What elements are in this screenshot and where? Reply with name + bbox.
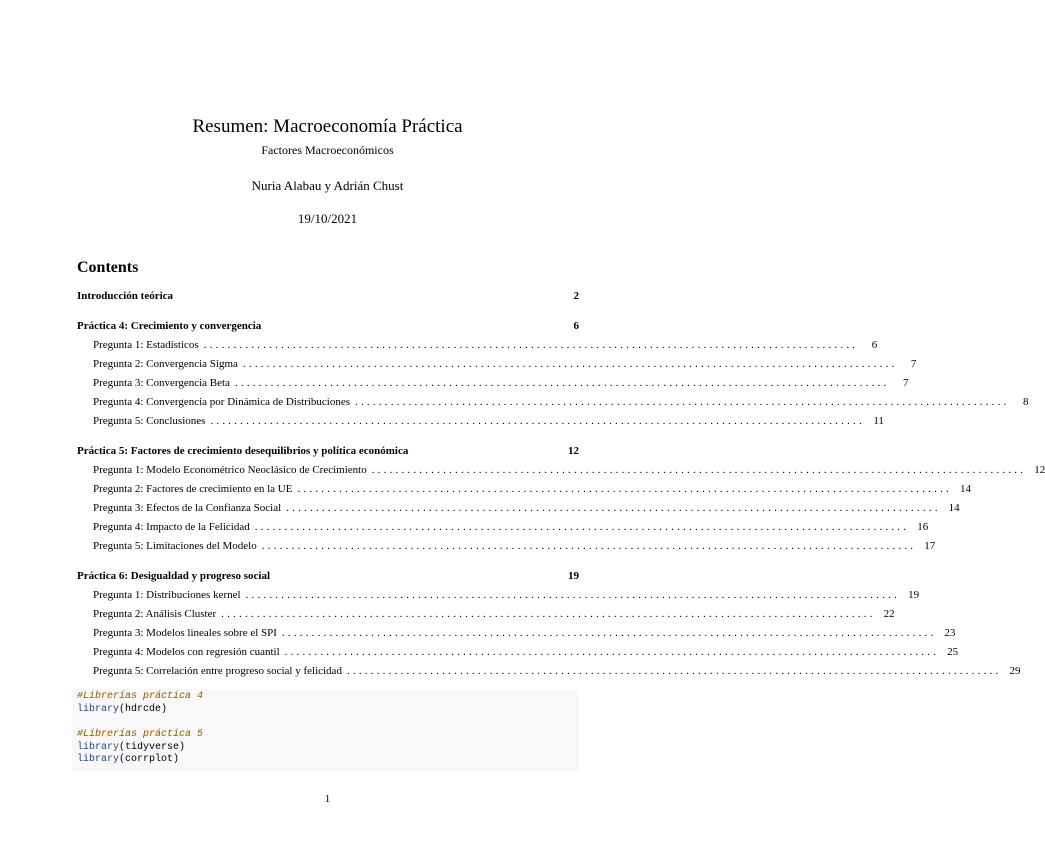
toc-entry[interactable] <box>77 464 1045 483</box>
toc-entry-title: Pregunta 4: Modelos con regresión cuantil <box>93 646 280 658</box>
toc-entry[interactable] <box>77 627 956 646</box>
toc-entry[interactable] <box>77 483 971 502</box>
toc-entry[interactable] <box>77 396 1029 415</box>
toc-entry-page: 7 <box>902 377 909 389</box>
document-title: Resumen: Macroeconomía Práctica <box>192 116 463 137</box>
toc-entry-page: 17 <box>924 540 936 552</box>
toc-section-practica-4[interactable] <box>77 320 579 339</box>
code-block <box>72 689 579 771</box>
toc-entry[interactable] <box>77 540 936 559</box>
toc-section-page: 12 <box>568 445 579 457</box>
toc-leader-dots: .............................................................................................................. <box>297 483 952 495</box>
code-function: library <box>77 703 120 715</box>
toc-entry[interactable] <box>77 358 917 377</box>
toc-leader-dots: .............................................................................................................. <box>346 665 1002 677</box>
toc-entry-page: 29 <box>1009 665 1021 677</box>
toc-entry-page: 23 <box>944 627 956 639</box>
toc-leader-dots: .............................................................................................................. <box>210 415 865 427</box>
toc-entry-page: 8 <box>1023 396 1029 408</box>
toc-entry-page: 16 <box>917 521 929 533</box>
toc-section-title: Introducción teórica <box>77 290 174 302</box>
toc-leader-dots: .............................................................................................................. <box>261 540 917 552</box>
toc-entry-title: Pregunta 5: Correlación entre progreso social y felicidad <box>93 665 342 677</box>
toc-section-practica-5[interactable] <box>77 445 579 464</box>
toc-entry-title: Pregunta 3: Convergencia Beta <box>93 377 230 389</box>
toc-entry-title: Pregunta 2: Análisis Cluster <box>93 608 217 620</box>
code-argument: (hdrcde) <box>119 703 168 715</box>
code-function: library <box>77 741 120 753</box>
toc-entry-title: Pregunta 2: Factores de crecimiento en la UE <box>93 483 293 495</box>
document-date: 19/10/2021 <box>297 211 358 226</box>
toc-entry-title: Pregunta 4: Impacto de la Felicidad <box>93 521 250 533</box>
toc-entry[interactable] <box>77 646 959 665</box>
toc-entry-title: Pregunta 1: Estadísticos <box>93 339 199 351</box>
toc-leader-dots: .............................................................................................................. <box>221 608 876 620</box>
toc-leader-dots: .............................................................................................................. <box>245 589 901 601</box>
toc-section-intro[interactable] <box>77 290 579 309</box>
table-of-contents <box>77 290 1045 684</box>
toc-entry[interactable] <box>77 608 895 627</box>
toc-entry[interactable] <box>77 339 878 358</box>
toc-entry-page: 14 <box>959 483 971 495</box>
toc-entry-page: 7 <box>910 358 917 370</box>
toc-section-practica-6[interactable] <box>77 570 579 589</box>
toc-entry-title: Pregunta 1: Modelo Econométrico Neoclásico de Crecimiento <box>93 464 367 476</box>
toc-entry-page: 22 <box>883 608 895 620</box>
toc-leader-dots: .............................................................................................................. <box>234 377 890 389</box>
toc-entry[interactable] <box>77 415 884 434</box>
toc-leader-dots: .............................................................................................................. <box>371 464 1027 476</box>
toc-leader-dots: .............................................................................................................. <box>254 521 910 533</box>
toc-entry-title: Pregunta 4: Convergencia por Dinámica de Distribuciones <box>93 396 351 408</box>
toc-section-title: Práctica 5: Factores de crecimiento desequilibrios y política económica <box>77 445 409 457</box>
toc-entry[interactable] <box>77 377 909 396</box>
toc-entry-title: Pregunta 5: Conclusiones <box>93 415 206 427</box>
toc-entry-page: 6 <box>871 339 878 351</box>
toc-entry[interactable] <box>77 521 929 540</box>
toc-entry-title: Pregunta 3: Modelos lineales sobre el SPI <box>93 627 277 639</box>
code-argument: (corrplot) <box>119 754 180 766</box>
code-argument: (tidyverse) <box>119 741 186 753</box>
toc-entry-title: Pregunta 1: Distribuciones kernel <box>93 589 241 601</box>
toc-entry-page: 11 <box>873 415 884 427</box>
toc-entry-title: Pregunta 3: Efectos de la Confianza Social <box>93 502 282 514</box>
toc-section-page: 6 <box>573 320 579 332</box>
toc-entry[interactable] <box>77 502 960 521</box>
toc-entry[interactable] <box>77 665 1021 684</box>
toc-entry-title: Pregunta 5: Limitaciones del Modelo <box>93 540 257 552</box>
toc-section-title: Práctica 6: Desigualdad y progreso social <box>77 570 270 582</box>
toc-entry-page: 19 <box>908 589 920 601</box>
toc-leader-dots: .............................................................................................................. <box>281 627 937 639</box>
page-number: 1 <box>324 793 331 805</box>
toc-section-page: 19 <box>568 570 579 582</box>
toc-leader-dots: .............................................................................................................. <box>286 502 941 514</box>
code-comment: #Librerías práctica 5 <box>77 729 204 741</box>
contents-heading: Contents <box>77 259 139 276</box>
toc-leader-dots: .............................................................................................................. <box>203 339 859 351</box>
toc-entry-page: 12 <box>1034 464 1045 476</box>
toc-entry-page: 14 <box>948 502 960 514</box>
document-authors: Nuria Alabau y Adrián Chust <box>251 178 404 193</box>
toc-entry-page: 25 <box>947 646 959 658</box>
toc-leader-dots: .............................................................................................................. <box>242 358 898 370</box>
code-function: library <box>77 754 120 766</box>
toc-entry-title: Pregunta 2: Convergencia Sigma <box>93 358 238 370</box>
code-comment: #Librerías práctica 4 <box>77 691 204 702</box>
document-subtitle: Factores Macroeconómicos <box>261 143 394 157</box>
toc-entry[interactable] <box>77 589 920 608</box>
toc-leader-dots: .............................................................................................................. <box>284 646 940 658</box>
toc-section-title: Práctica 4: Crecimiento y convergencia <box>77 320 262 332</box>
toc-leader-dots: .............................................................................................................. <box>355 396 1010 408</box>
toc-section-page: 2 <box>573 290 579 302</box>
